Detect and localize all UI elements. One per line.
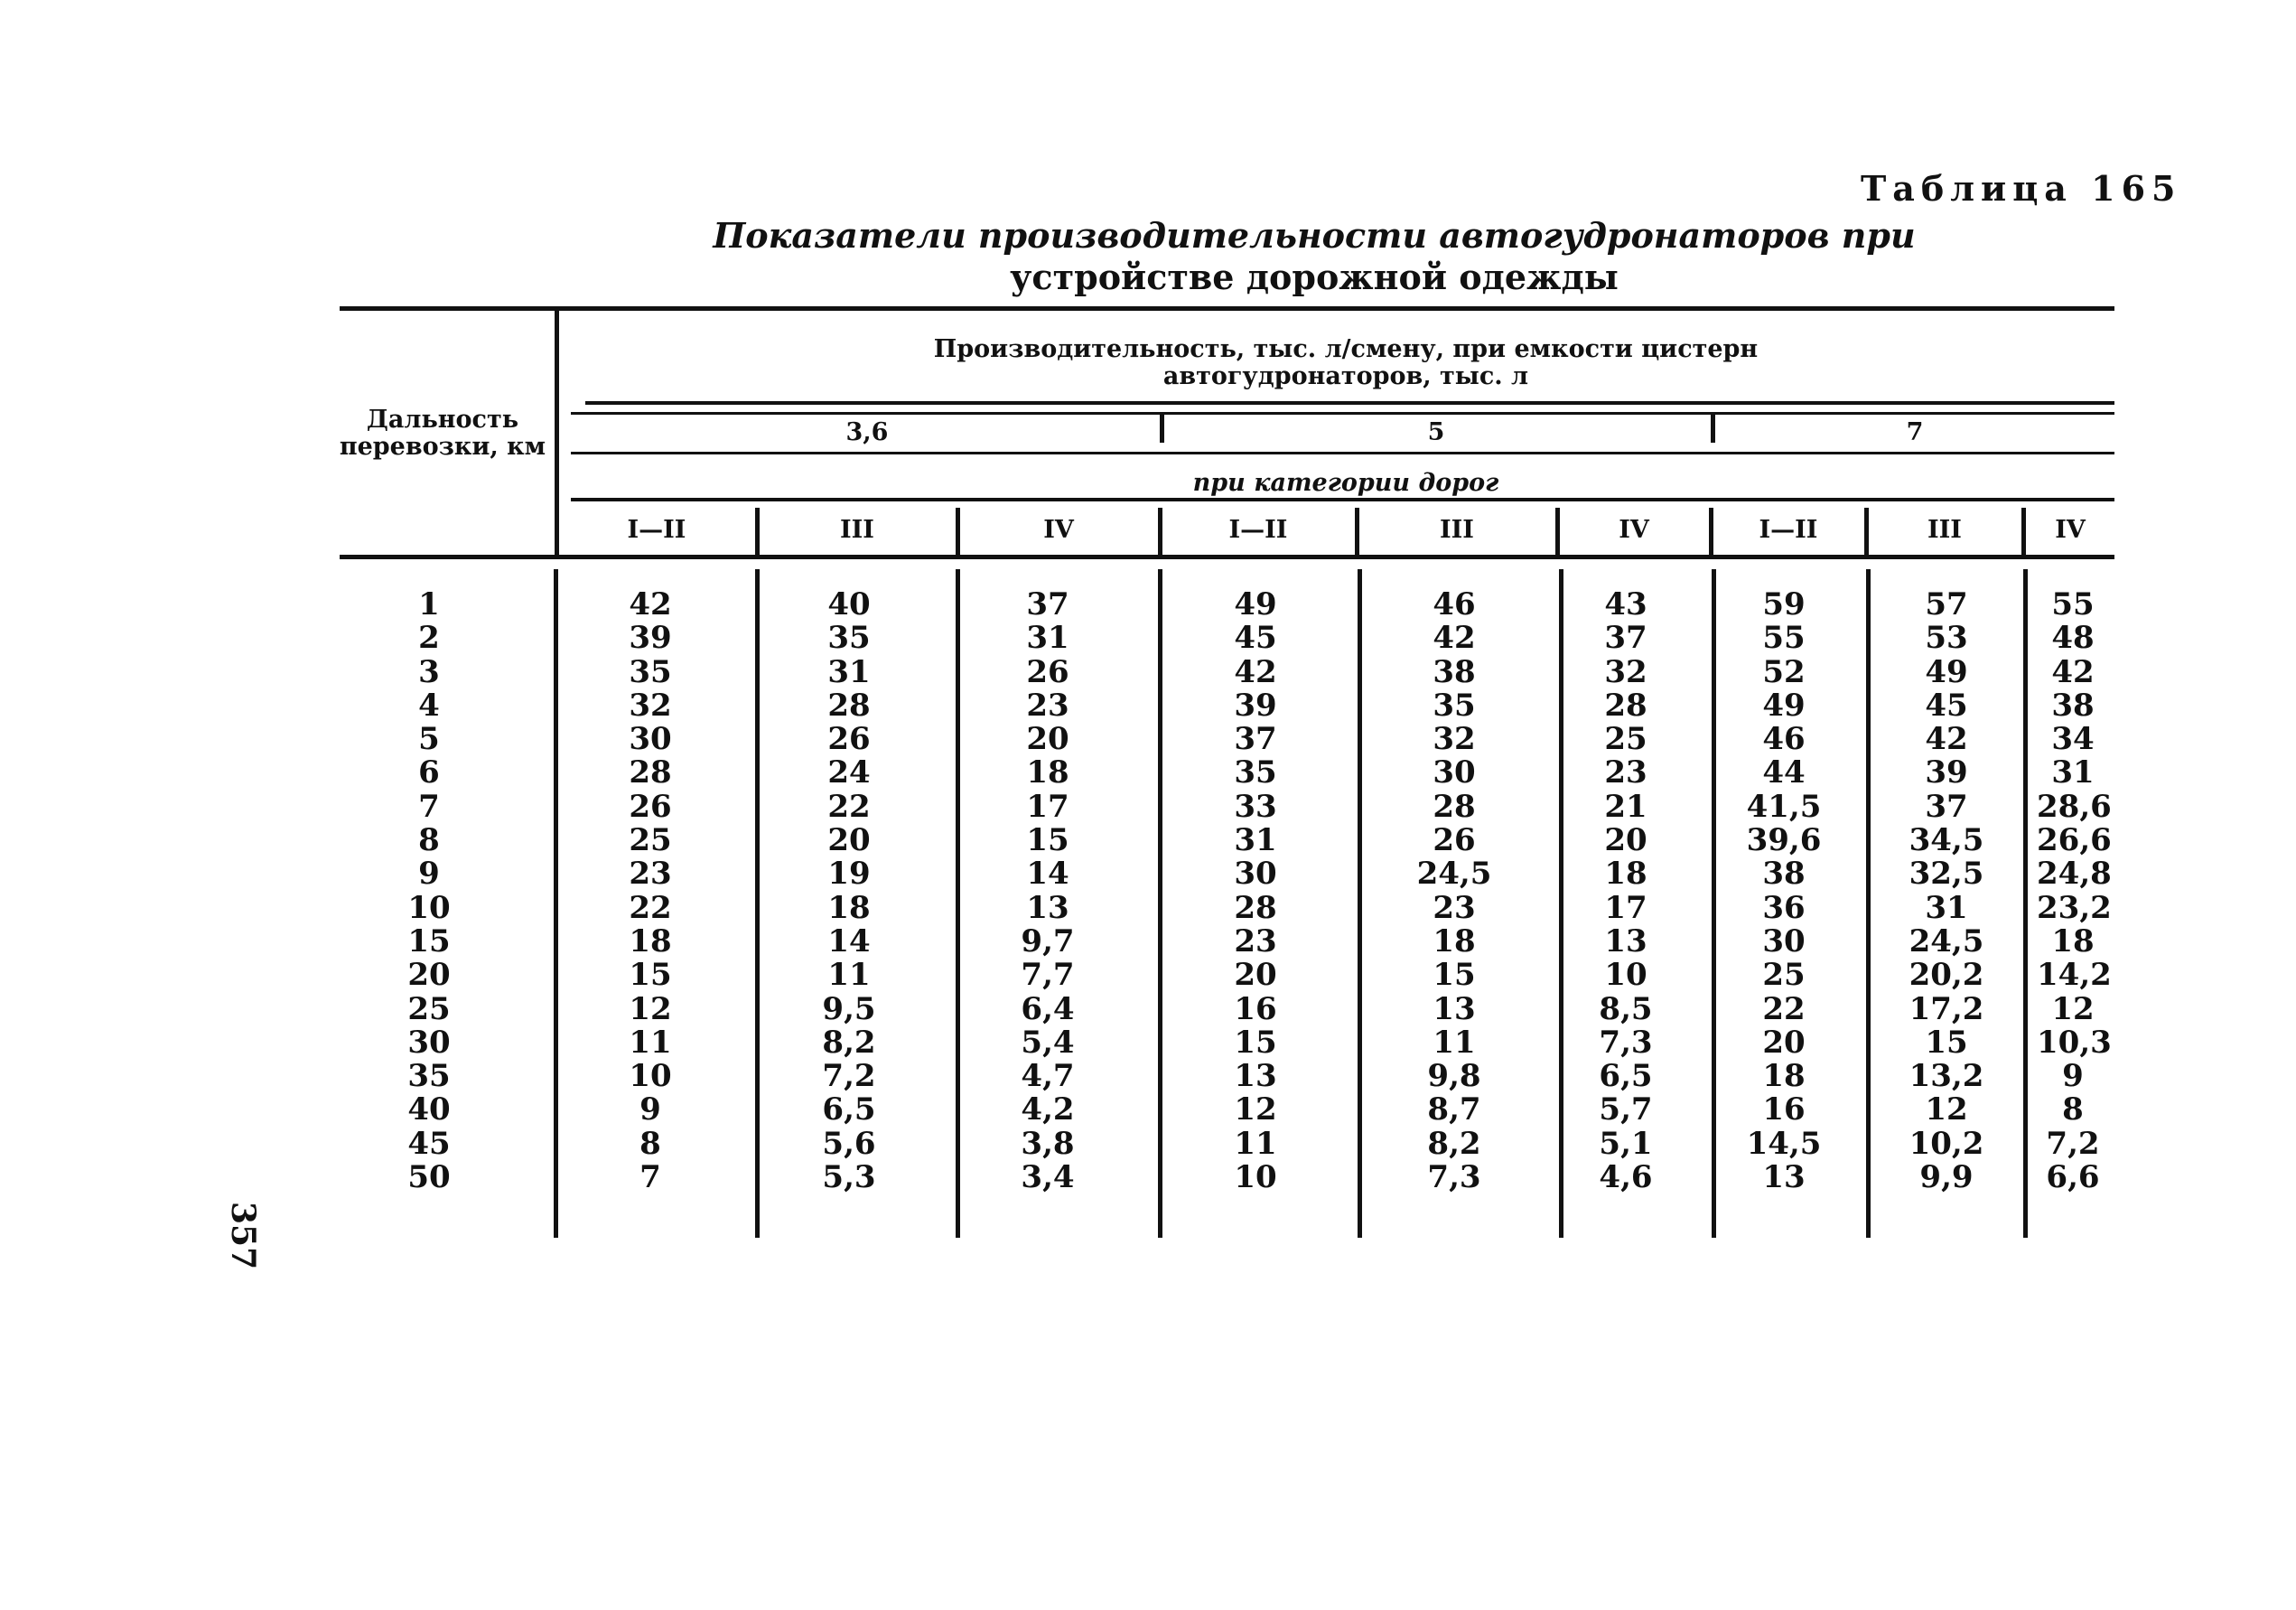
table-cell: 10 xyxy=(1234,1159,1277,1196)
divider-body-5 xyxy=(1559,569,1563,1238)
table-cell: 41,5 xyxy=(1746,788,1822,825)
divider-body-4 xyxy=(1358,569,1362,1238)
table-cell: 49 xyxy=(1925,653,1968,690)
table-cell: 5,1 xyxy=(1599,1125,1653,1162)
table-cell: 26 xyxy=(1433,822,1476,859)
table-cell: 38 xyxy=(2051,687,2095,724)
table-cell: 13 xyxy=(1604,922,1647,959)
table-cell: 9 xyxy=(2062,1058,2084,1095)
table-cell: 32 xyxy=(1433,721,1476,758)
table-cell: 19 xyxy=(827,856,871,893)
table-cell: 26 xyxy=(827,721,871,758)
table-cell: 28,6 xyxy=(2037,788,2112,825)
table-cell: 20,2 xyxy=(1909,957,1984,994)
table-cell: 15 xyxy=(1026,822,1069,859)
table-cell: 10 xyxy=(407,889,451,926)
header-capacity-3: 7 xyxy=(1906,418,1924,446)
table-cell: 18 xyxy=(1762,1058,1806,1095)
table-cell: 39 xyxy=(1925,754,1968,791)
header-cat-8: III xyxy=(1927,516,1962,544)
table-cell: 4,2 xyxy=(1021,1091,1075,1128)
table-cell: 9 xyxy=(418,856,440,893)
table-cell: 30 xyxy=(1762,922,1806,959)
divider-body-7 xyxy=(1866,569,1871,1238)
table-cell: 14,2 xyxy=(2037,957,2112,994)
header-capacity-2: 5 xyxy=(1427,418,1445,446)
table-cell: 31 xyxy=(1925,889,1968,926)
table-cell: 45 xyxy=(1925,687,1968,724)
divider-body-2 xyxy=(956,569,960,1238)
table-cell: 10,3 xyxy=(2037,1024,2112,1061)
table-cell: 5,6 xyxy=(822,1125,876,1162)
table-cell: 14,5 xyxy=(1746,1125,1822,1162)
table-cell: 18 xyxy=(1026,754,1069,791)
table-cell: 28 xyxy=(629,754,672,791)
table-cell: 25 xyxy=(629,822,672,859)
table-cell: 49 xyxy=(1762,687,1806,724)
table-cell: 39,6 xyxy=(1746,822,1822,859)
table-cell: 45 xyxy=(407,1125,451,1162)
table-title-line-2: устройстве дорожной одежды xyxy=(1010,257,1619,297)
table-label: Таблица 165 xyxy=(1861,168,2182,209)
table-cell: 4,6 xyxy=(1599,1159,1653,1196)
table-cell: 32,5 xyxy=(1909,856,1984,893)
table-cell: 26 xyxy=(1026,653,1069,690)
table-cell: 12 xyxy=(1234,1091,1277,1128)
table-cell: 40 xyxy=(407,1091,451,1128)
header-productivity: Производительность, тыс. л/смену, при емкости цистерн автогудронаторов, тыс. л xyxy=(933,335,1759,390)
table-cell: 23 xyxy=(1026,687,1069,724)
table-cell: 5 xyxy=(418,721,440,758)
table-cell: 35 xyxy=(827,620,871,657)
table-cell: 17 xyxy=(1026,788,1069,825)
table-cell: 3,8 xyxy=(1021,1125,1075,1162)
table-cell: 16 xyxy=(1234,990,1277,1027)
table-cell: 9,9 xyxy=(1919,1159,1974,1196)
table-cell: 17,2 xyxy=(1909,990,1984,1027)
table-cell: 12 xyxy=(1925,1091,1968,1128)
divider-distance-body xyxy=(554,569,558,1238)
table-cell: 4,7 xyxy=(1021,1058,1075,1095)
divider-capacity-2 xyxy=(1711,414,1715,443)
table-cell: 26 xyxy=(629,788,672,825)
table-cell: 6,4 xyxy=(1021,990,1075,1027)
table-cell: 24,5 xyxy=(1416,856,1492,893)
table-cell: 23,2 xyxy=(2037,889,2112,926)
table-cell: 7,3 xyxy=(1427,1159,1481,1196)
header-capacity-1: 3,6 xyxy=(845,418,889,446)
table-cell: 1 xyxy=(418,586,440,622)
table-cell: 11 xyxy=(1433,1024,1476,1061)
table-title xyxy=(705,215,1924,298)
table-cell: 50 xyxy=(407,1159,451,1196)
divider-capacity-1 xyxy=(1160,414,1164,443)
table-cell: 10 xyxy=(1604,957,1647,994)
table-cell: 22 xyxy=(827,788,871,825)
table-cell: 15 xyxy=(407,922,451,959)
table-cell: 42 xyxy=(629,586,672,622)
table-cell: 23 xyxy=(1604,754,1647,791)
table-cell: 35 xyxy=(629,653,672,690)
table-cell: 9,7 xyxy=(1021,922,1075,959)
table-cell: 3 xyxy=(418,653,440,690)
column-3-6-cat-III xyxy=(795,588,903,1194)
table-cell: 28 xyxy=(1604,687,1647,724)
table-cell: 14 xyxy=(827,922,871,959)
table-cell: 35 xyxy=(407,1058,451,1095)
column-7-cat-I-II xyxy=(1730,588,1838,1194)
table-cell: 16 xyxy=(1762,1091,1806,1128)
table-cell: 18 xyxy=(1604,856,1647,893)
table-cell: 23 xyxy=(1433,889,1476,926)
page-number: 357 xyxy=(224,1202,262,1270)
rule-header-bottom xyxy=(340,555,2114,559)
table-cell: 24,5 xyxy=(1909,922,1984,959)
rule-under-road-category xyxy=(571,498,2114,501)
header-cat-4: I—II xyxy=(1228,516,1288,544)
column-distance xyxy=(379,588,479,1194)
column-5-cat-III xyxy=(1400,588,1508,1194)
header-cat-1: I—II xyxy=(627,516,686,544)
header-distance: Дальность перевозки, км xyxy=(339,406,546,461)
table-cell: 31 xyxy=(827,653,871,690)
table-cell: 34,5 xyxy=(1909,822,1984,859)
table-cell: 7,7 xyxy=(1021,957,1075,994)
table-cell: 5,7 xyxy=(1599,1091,1653,1128)
table-cell: 14 xyxy=(1026,856,1069,893)
table-cell: 23 xyxy=(629,856,672,893)
table-cell: 37 xyxy=(1026,586,1069,622)
table-cell: 18 xyxy=(629,922,672,959)
table-cell: 35 xyxy=(1234,754,1277,791)
table-cell: 5,3 xyxy=(822,1159,876,1196)
table-cell: 24 xyxy=(827,754,871,791)
column-3-6-cat-I-II xyxy=(596,588,705,1194)
table-title-line-1: Показатели производительности автогудронаторов при xyxy=(713,215,1916,256)
table-cell: 26,6 xyxy=(2037,822,2112,859)
table-cell: 42 xyxy=(1925,721,1968,758)
table-cell: 37 xyxy=(1234,721,1277,758)
table-cell: 34 xyxy=(2051,721,2095,758)
table-cell: 9 xyxy=(639,1091,661,1128)
table-cell: 21 xyxy=(1604,788,1647,825)
table-cell: 28 xyxy=(1234,889,1277,926)
table-cell: 12 xyxy=(629,990,672,1027)
table-cell: 48 xyxy=(2051,620,2095,657)
table-cell: 5,4 xyxy=(1021,1024,1075,1061)
table-cell: 4 xyxy=(418,687,440,724)
table-cell: 20 xyxy=(1762,1024,1806,1061)
table-cell: 20 xyxy=(1604,822,1647,859)
table-cell: 7,3 xyxy=(1599,1024,1653,1061)
table-cell: 22 xyxy=(629,889,672,926)
table-cell: 6,5 xyxy=(822,1091,876,1128)
table-cell: 39 xyxy=(629,620,672,657)
table-cell: 18 xyxy=(2051,922,2095,959)
table-cell: 8 xyxy=(639,1125,661,1162)
table-cell: 8,2 xyxy=(822,1024,876,1061)
table-cell: 8,2 xyxy=(1427,1125,1481,1162)
table-cell: 32 xyxy=(1604,653,1647,690)
table-cell: 38 xyxy=(1762,856,1806,893)
table-cell: 59 xyxy=(1762,586,1806,622)
table-cell: 20 xyxy=(1026,721,1069,758)
table-cell: 23 xyxy=(1234,922,1277,959)
table-cell: 25 xyxy=(1604,721,1647,758)
table-cell: 53 xyxy=(1925,620,1968,657)
table-cell: 13 xyxy=(1026,889,1069,926)
table-cell: 55 xyxy=(1762,620,1806,657)
table-cell: 7,2 xyxy=(2046,1125,2100,1162)
table-cell: 38 xyxy=(1433,653,1476,690)
table-cell: 6,5 xyxy=(1599,1058,1653,1095)
table-cell: 36 xyxy=(1762,889,1806,926)
table-cell: 31 xyxy=(2051,754,2095,791)
table-cell: 28 xyxy=(827,687,871,724)
table-cell: 8 xyxy=(2062,1091,2084,1128)
table-cell: 8 xyxy=(418,822,440,859)
table-cell: 15 xyxy=(1234,1024,1277,1061)
header-cat-2: III xyxy=(840,516,874,544)
table-cell: 11 xyxy=(629,1024,672,1061)
table-cell: 42 xyxy=(1234,653,1277,690)
header-cat-9: IV xyxy=(2055,516,2086,544)
table-cell: 55 xyxy=(2051,586,2095,622)
header-cat-6: IV xyxy=(1619,516,1649,544)
table-cell: 37 xyxy=(1925,788,1968,825)
table-cell: 44 xyxy=(1762,754,1806,791)
table-cell: 17 xyxy=(1604,889,1647,926)
table-cell: 46 xyxy=(1433,586,1476,622)
table-cell: 22 xyxy=(1762,990,1806,1027)
table-cell: 33 xyxy=(1234,788,1277,825)
table-cell: 30 xyxy=(629,721,672,758)
table-cell: 3,4 xyxy=(1021,1159,1075,1196)
table-cell: 6,6 xyxy=(2046,1159,2100,1196)
table-cell: 30 xyxy=(407,1024,451,1061)
table-cell: 25 xyxy=(1762,957,1806,994)
table-cell: 37 xyxy=(1604,620,1647,657)
table-cell: 57 xyxy=(1925,586,1968,622)
divider-body-3 xyxy=(1158,569,1162,1238)
table-cell: 24,8 xyxy=(2037,856,2112,893)
rule-above-capacities xyxy=(571,412,2114,415)
table-cell: 49 xyxy=(1234,586,1277,622)
table-cell: 7 xyxy=(418,788,440,825)
table-cell: 20 xyxy=(1234,957,1277,994)
table-cell: 43 xyxy=(1604,586,1647,622)
table-cell: 12 xyxy=(2051,990,2095,1027)
table-cell: 30 xyxy=(1234,856,1277,893)
table-cell: 18 xyxy=(1433,922,1476,959)
table-cell: 42 xyxy=(1433,620,1476,657)
table-cell: 8,5 xyxy=(1599,990,1653,1027)
divider-body-6 xyxy=(1712,569,1716,1238)
table-cell: 9,8 xyxy=(1427,1058,1481,1095)
header-road-category: при категории дорог xyxy=(1192,469,1499,497)
table-cell: 7,2 xyxy=(822,1058,876,1095)
header-cat-7: I—II xyxy=(1759,516,1818,544)
divider-body-8 xyxy=(2023,569,2028,1238)
table-cell: 20 xyxy=(827,822,871,859)
table-cell: 9,5 xyxy=(822,990,876,1027)
column-5-cat-I-II xyxy=(1201,588,1310,1194)
table-cell: 31 xyxy=(1234,822,1277,859)
table-cell: 32 xyxy=(629,687,672,724)
header-cat-5: III xyxy=(1440,516,1474,544)
table-cell: 13 xyxy=(1433,990,1476,1027)
table-cell: 20 xyxy=(407,957,451,994)
rule-top xyxy=(340,306,2114,311)
table-cell: 30 xyxy=(1433,754,1476,791)
table-cell: 13 xyxy=(1234,1058,1277,1095)
table-cell: 2 xyxy=(418,620,440,657)
table-cell: 13,2 xyxy=(1909,1058,1984,1095)
table-cell: 10 xyxy=(629,1058,672,1095)
column-5-cat-IV xyxy=(1572,588,1680,1194)
table-cell: 15 xyxy=(629,957,672,994)
table-cell: 25 xyxy=(407,990,451,1027)
table-cell: 45 xyxy=(1234,620,1277,657)
table-cell: 52 xyxy=(1762,653,1806,690)
table-cell: 11 xyxy=(827,957,871,994)
table-cell: 40 xyxy=(827,586,871,622)
table-cell: 15 xyxy=(1925,1024,1968,1061)
rule-under-productivity xyxy=(585,401,2114,405)
column-7-cat-IV xyxy=(2037,586,2112,1196)
table-cell: 42 xyxy=(2051,653,2095,690)
table-cell: 6 xyxy=(418,754,440,791)
table-cell: 7 xyxy=(639,1159,661,1196)
table-cell: 10,2 xyxy=(1909,1125,1984,1162)
header-cat-3: IV xyxy=(1043,516,1074,544)
table-cell: 31 xyxy=(1026,620,1069,657)
table-cell: 11 xyxy=(1234,1125,1277,1162)
table-cell: 46 xyxy=(1762,721,1806,758)
rule-under-capacities xyxy=(571,452,2114,454)
table-cell: 15 xyxy=(1433,957,1476,994)
table-cell: 39 xyxy=(1234,687,1277,724)
table-cell: 8,7 xyxy=(1427,1091,1481,1128)
table-cell: 35 xyxy=(1433,687,1476,724)
table-cell: 28 xyxy=(1433,788,1476,825)
divider-body-1 xyxy=(755,569,760,1238)
table-cell: 18 xyxy=(827,889,871,926)
column-7-cat-III xyxy=(1892,588,2001,1194)
column-3-6-cat-IV xyxy=(994,588,1102,1194)
table-cell: 13 xyxy=(1762,1159,1806,1196)
